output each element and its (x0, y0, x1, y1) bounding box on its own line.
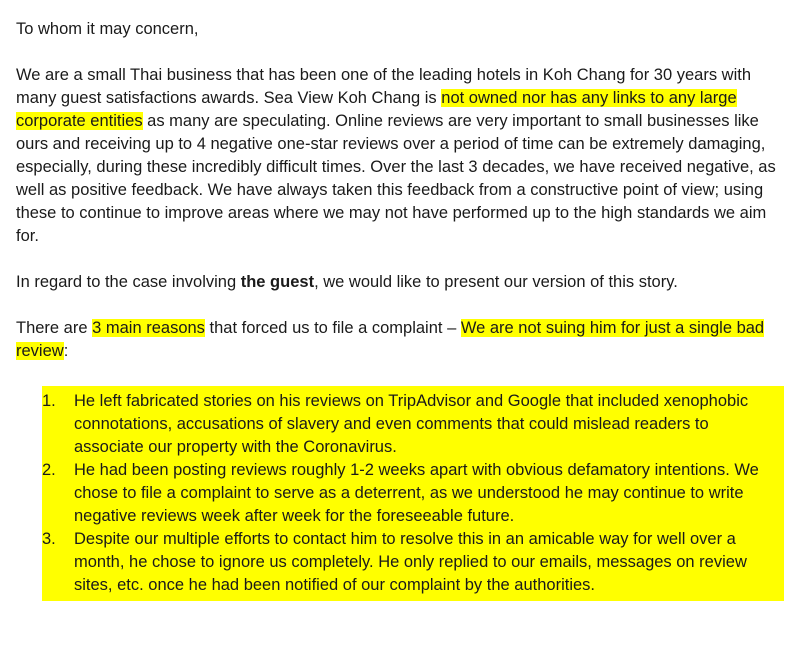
salutation: To whom it may concern, (16, 20, 199, 38)
paragraph-case-text-2: , we would like to present our version of this story. (314, 273, 678, 291)
highlight-not-suing: We are not suing him for just a single bad review (16, 319, 765, 360)
letter-document (16, 18, 784, 601)
paragraph-reasons-text-3: : (63, 342, 69, 360)
paragraph-intro-text-1: We are a small Thai business that has been one of the leading hotels in Koh Chang for 30 years with many guest satisfactions awards. Sea View Koh Chang is (16, 66, 752, 107)
paragraph-intro (16, 64, 784, 248)
list-item (42, 528, 784, 597)
paragraph-reasons-text-1: There are (16, 319, 93, 337)
list-item-text: Despite our multiple efforts to contact him to resolve this in an amicable way for well over a month, he chose to ignore us completely. He only replied to our emails, messages on review sites, etc. once he had been notified of our complaint by the authorities. (74, 530, 747, 594)
list-item-text: He left fabricated stories on his reviews on TripAdvisor and Google that included xenophobic connotations, accusations of slavery and even comments that could mislead readers to associate our property with the Coronavirus. (74, 392, 749, 456)
list-item-number: 2. (42, 461, 56, 479)
paragraph-intro-text-2: as many are speculating. Online reviews are very important to small businesses like ours and receiving up to 4 negative one-star reviews over a period of time can be extremely damaging, especially, during these incredibly difficult times. Over the last 3 decades, we have received negative, as well as positive feedback. We have always taken this feedback from a constructive point of view; using these to continue to improve areas where we may not have performed up to the high standards we aim for. (16, 112, 776, 245)
paragraph-gap (16, 248, 784, 271)
list-item (42, 390, 784, 459)
bold-the-guest: the guest (240, 273, 315, 291)
paragraph-case (16, 271, 784, 294)
list-item-number: 3. (42, 530, 56, 548)
reasons-list-highlight (42, 386, 784, 601)
paragraph-case-text-1: In regard to the case involving (16, 273, 241, 291)
paragraph-reasons-intro (16, 317, 784, 363)
list-item-number: 1. (42, 392, 56, 410)
highlight-main-reasons: 3 main reasons (92, 319, 205, 337)
list-item (42, 459, 784, 528)
paragraph-reasons-text-2: that forced us to file a complaint – (204, 319, 461, 337)
paragraph-gap (16, 294, 784, 317)
highlight-ownership: not owned nor has any links to any large corporate entities (16, 89, 737, 130)
reasons-list (42, 390, 784, 597)
list-item-text: He had been posting reviews roughly 1-2 weeks apart with obvious defamatory intentions. We chose to file a complaint to serve as a deterrent, as we understood he may continue to write negative reviews week after week for the foreseeable future. (74, 461, 759, 525)
paragraph-gap (16, 41, 784, 64)
